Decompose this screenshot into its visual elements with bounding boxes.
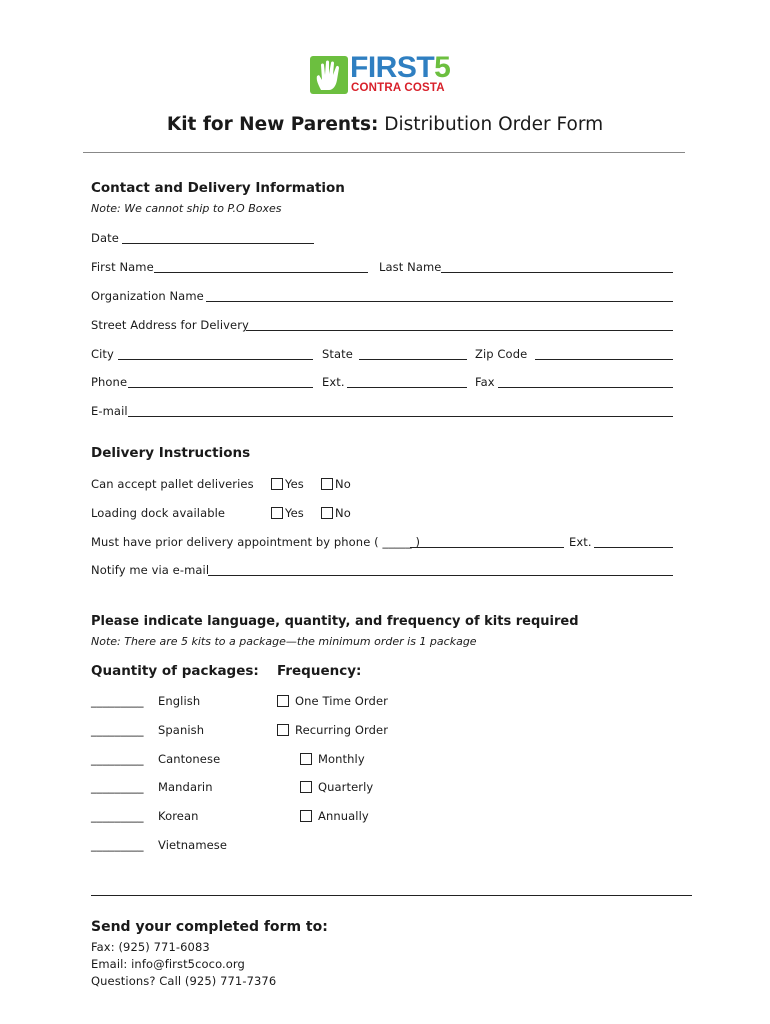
email-label: E-mail xyxy=(91,404,128,418)
recurring-checkbox[interactable] xyxy=(277,724,289,736)
notify-label: Notify me via e-mail xyxy=(91,563,210,577)
frequency-heading: Frequency: xyxy=(277,663,362,679)
quarterly-label: Quarterly xyxy=(318,780,374,794)
spanish-qty-field[interactable]: _________ xyxy=(91,723,144,737)
first-name-label: First Name xyxy=(91,260,154,274)
city-field[interactable] xyxy=(118,359,313,360)
last-name-field[interactable] xyxy=(441,272,673,273)
pallet-no-checkbox[interactable] xyxy=(321,478,333,490)
dock-yes-label: Yes xyxy=(285,506,304,520)
appointment-label: Must have prior delivery appointment by phone ( _____ ) xyxy=(91,535,421,549)
dock-no-checkbox[interactable] xyxy=(321,507,333,519)
appointment-phone-field[interactable] xyxy=(410,547,564,548)
fax-field[interactable] xyxy=(498,387,673,388)
appointment-ext-label: Ext. xyxy=(569,535,592,549)
one-time-label: One Time Order xyxy=(295,694,388,708)
order-heading: Please indicate language, quantity, and frequency of kits required xyxy=(91,614,579,629)
korean-qty-field[interactable]: _________ xyxy=(91,809,144,823)
mandarin-qty-field[interactable]: _________ xyxy=(91,780,144,794)
dock-no-label: No xyxy=(335,506,351,520)
state-label: State xyxy=(322,347,353,361)
korean-label: Korean xyxy=(158,809,199,823)
logo-number-text: 5 xyxy=(434,51,451,84)
contact-heading: Contact and Delivery Information xyxy=(91,180,345,196)
quarterly-checkbox[interactable] xyxy=(300,781,312,793)
date-field[interactable] xyxy=(122,243,314,244)
vietnamese-label: Vietnamese xyxy=(158,838,228,852)
ext-label: Ext. xyxy=(322,375,345,389)
city-label: City xyxy=(91,347,114,361)
last-name-label: Last Name xyxy=(379,260,442,274)
first-name-field[interactable] xyxy=(154,272,368,273)
english-label: English xyxy=(158,694,201,708)
send-email: Email: info@first5coco.org xyxy=(91,957,245,971)
street-label: Street Address for Delivery xyxy=(91,318,249,332)
title-rest: Distribution Order Form xyxy=(378,114,604,135)
delivery-heading: Delivery Instructions xyxy=(91,445,251,461)
page-title xyxy=(0,114,770,135)
monthly-checkbox[interactable] xyxy=(300,753,312,765)
title-divider xyxy=(83,152,685,153)
order-note: Note: There are 5 kits to a package—the minimum order is 1 package xyxy=(91,635,477,648)
dock-label: Loading dock available xyxy=(91,506,226,520)
annually-label: Annually xyxy=(318,809,369,823)
send-heading: Send your completed form to: xyxy=(91,919,328,935)
state-field[interactable] xyxy=(359,359,467,360)
appointment-ext-field[interactable] xyxy=(594,547,673,548)
recurring-label: Recurring Order xyxy=(295,723,389,737)
cantonese-qty-field[interactable]: _________ xyxy=(91,752,144,766)
english-qty-field[interactable]: _________ xyxy=(91,694,144,708)
phone-field[interactable] xyxy=(128,387,313,388)
vietnamese-qty-field[interactable]: _________ xyxy=(91,838,144,852)
logo xyxy=(310,51,460,96)
email-field[interactable] xyxy=(128,416,673,417)
logo-word xyxy=(350,53,450,83)
zip-label: Zip Code xyxy=(475,347,528,361)
notify-email-field[interactable] xyxy=(208,575,673,576)
logo-sub: CONTRA COSTA xyxy=(351,82,445,94)
send-fax: Fax: (925) 771-6083 xyxy=(91,940,210,954)
pallet-label: Can accept pallet deliveries xyxy=(91,477,254,491)
annually-checkbox[interactable] xyxy=(300,810,312,822)
send-divider xyxy=(91,895,692,896)
monthly-label: Monthly xyxy=(318,752,365,766)
ext-field[interactable] xyxy=(347,387,467,388)
date-label: Date xyxy=(91,231,119,245)
zip-field[interactable] xyxy=(535,359,673,360)
title-bold: Kit for New Parents: xyxy=(166,114,379,135)
hand-icon xyxy=(310,56,348,94)
cantonese-label: Cantonese xyxy=(158,752,221,766)
street-field[interactable] xyxy=(246,330,673,331)
organization-field[interactable] xyxy=(206,301,673,302)
pallet-yes-label: Yes xyxy=(285,477,304,491)
contact-note: Note: We cannot ship to P.O Boxes xyxy=(91,202,282,215)
phone-label: Phone xyxy=(91,375,128,389)
pallet-yes-checkbox[interactable] xyxy=(271,478,283,490)
pallet-no-label: No xyxy=(335,477,351,491)
fax-label: Fax xyxy=(475,375,495,389)
organization-label: Organization Name xyxy=(91,289,204,303)
dock-yes-checkbox[interactable] xyxy=(271,507,283,519)
spanish-label: Spanish xyxy=(158,723,205,737)
quantity-heading: Quantity of packages: xyxy=(91,663,259,679)
logo-first-text: FIRST xyxy=(350,51,435,84)
mandarin-label: Mandarin xyxy=(158,780,213,794)
one-time-checkbox[interactable] xyxy=(277,695,289,707)
send-questions: Questions? Call (925) 771-7376 xyxy=(91,974,277,988)
